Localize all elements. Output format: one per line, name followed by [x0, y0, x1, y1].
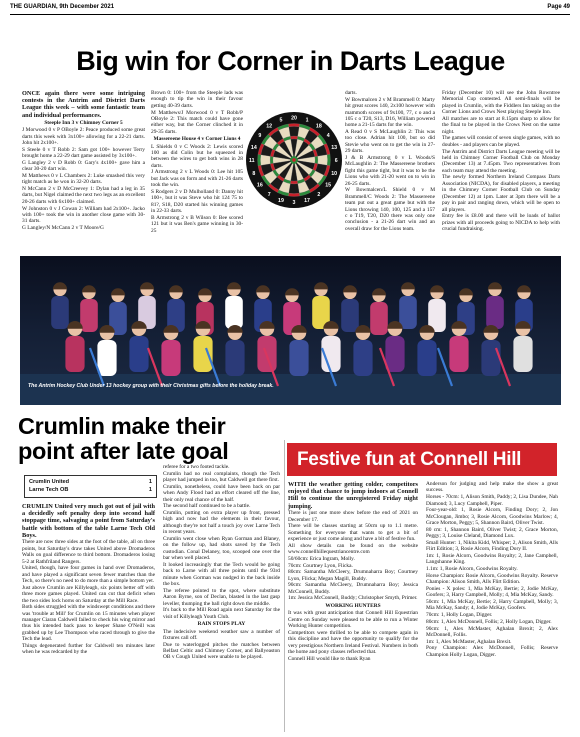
paragraph: J Armstrong 2 v L Woods 0: Lee hit 105 but Jack was on form and with 21-26 darts took the win.: [151, 169, 243, 189]
child-figure: [353, 340, 372, 376]
child-figure: [370, 302, 388, 335]
dartboard-number: 3: [292, 200, 296, 207]
score-row-away: [29, 486, 152, 494]
child-figure: [161, 340, 180, 376]
paragraph: 50/60cm: Erica Ingram, Molly.: [288, 555, 355, 562]
dartboard-segment: [290, 136, 298, 139]
child-figure: [385, 336, 404, 372]
paragraph: G Langley 2 v D Robb 0: Gary's 4x100+ gave him a clear 30-20 dart win.: [22, 159, 145, 173]
paragraph: B Armstrong 2 v B Wilson 0: Bee scored 121 but it was Ben's game winning in 30-25: [151, 214, 243, 234]
paragraph: Small Hunter: 1, Nikita Kidd, Whisper; 2, Alison Smith, Alls Flirt Edition; 3, Rosie Alcorn, Finding Dory II.: [426, 539, 558, 553]
dartboard-number: 6: [334, 157, 338, 164]
paragraph: darts.: [345, 90, 357, 96]
dartboard-segment: [318, 155, 328, 166]
child-figure: [399, 296, 417, 329]
dartboard-number: 15: [325, 182, 332, 189]
paragraph: 1.1m: 1, Rosie Alcorn, Goodwins Royalty.: [426, 566, 518, 573]
paragraph: Brown 0: 100+ from the Steeple lads was enough to tip the win in their favour getting 40-39 darts.: [151, 90, 243, 109]
paragraph: The Antrim and District Darts League meeting will be held in Chimney Corner Football Club on Monday (December 13) at 7.45pm. Two representatives from each team may attend the meeting.: [442, 148, 560, 174]
paragraph: Things degenerated further for Caldwell ten minutes later when he was redcarded by the: [22, 643, 155, 656]
darts-column-3: [345, 90, 435, 250]
paragraph: Crumlin, nonetheless, could have been back on par when Andy Flood had an effort cleared off the line, their only real chance of the half.: [163, 483, 280, 503]
paragraph: 90cm: 1, Alex McMaster, Aghalan Brexit; 2, Alex McDonnell, Follis.: [426, 625, 558, 638]
dartboard: [246, 112, 342, 208]
header-rule: [10, 14, 570, 15]
page-number: Page 49: [547, 4, 570, 10]
paper-name: THE GUARDIAN, 9th December 2021: [10, 4, 115, 10]
dartboard-segment: [288, 124, 299, 127]
paragraph: 80cm: Samantha McCleery, Drumnaharra Boy; Courtney Lyon, Flicka; Megan Magill, Buddy.: [288, 569, 418, 582]
dartboard-number: 10: [331, 170, 338, 177]
paragraph: The indecisive weekend weather saw a number of fixtures call off.: [163, 628, 280, 641]
away-team: Larne Tech OB: [29, 487, 69, 493]
festive-headline: Festive fun at Connell Hill: [287, 443, 557, 476]
paragraph: 50cm: 1, Mia McKay, Bertie; 2, Harry Campbell, Molly; 3, Mia McKay, Sandy; 4, Jodie McKay, Goofers.: [426, 598, 558, 612]
paragraph: referee for a two footed tackle.: [163, 464, 230, 470]
paragraph: Four-year-old: 1, Rosie Alcorn, Finding Dory; 2, Jon McClougan, Jimbo; 3, Rosie Alcorn, Goodwins Marlow; 4, Grace Morton, Peggy; 5, Shannon Baird, Oliver Twist.: [426, 507, 558, 527]
paragraph: Ponies - X poles: 1, Mia McKay, Bertie; 2, Jodie McKay, Goofers; 3, Harry Campbell, Molly; 4, Mia McKay, Sandy.: [426, 585, 558, 599]
paragraph: 1m: 1, Rosie Alcorn, Goodwins Royalty; 2, Jane Campbell, Langshanne King.: [426, 552, 558, 566]
child-figure: [225, 340, 244, 376]
paragraph: W Bowmalcen 2 v M Brammell 0: Marty hit great scores 140, 2x100 however with mammoth scores of 9x100, 77, c o and a 105 c o T20, S13, D16, William powered home a 21-15 darts for the win.: [345, 96, 435, 129]
hockey-headline: Crumlin make their point after late goal: [18, 413, 229, 464]
dartboard-number: 4: [326, 133, 330, 140]
dartboard-number: 9: [258, 133, 262, 140]
dartboard-segment: [290, 181, 298, 184]
dartboard-number: 19: [278, 198, 284, 205]
festive-column-1: [288, 481, 418, 733]
paragraph: W Bowmalcen/L Shield 0 v M Brammell/C Woods 2: The Massereene team put out a great game but with the Lions throwing 140, 100, 125 and a 157 c o T19, T20, D20 there was only one conclusion - a 21-26 dart win and an overall draw for the Lions team.: [345, 187, 435, 232]
child-figure: [80, 299, 98, 332]
home-score: 1: [148, 479, 152, 485]
dartboard-number: 11: [248, 157, 255, 164]
dartboard-number: 7: [267, 192, 271, 199]
paragraph: CRUMLIN United very much got out of jail with a decidedly soft penalty deep into second half stoppage time, salvaging a point from Saturday's battle with bottom of the table Larne Tech Old Boys.: [22, 503, 155, 539]
dartboard-number: 14: [250, 144, 257, 151]
dartboard-segment: [258, 154, 261, 165]
festive-column-2: [426, 481, 558, 733]
paragraph: A Read 0 v S McLaughlin 2: This was too close. Adrian hit 100, but so did Stevie who went on to get the win in 27-29 darts.: [345, 129, 435, 155]
child-figure: [417, 340, 436, 376]
paragraph: 70cm: 1, Holly Logan, Digger.: [426, 612, 493, 619]
dartboard-number: 5: [279, 117, 283, 124]
child-figure: [65, 336, 84, 372]
paragraph: Entry fee is £8.00 and there will be loads of ballot prizes with all proceeds going to NICDA to help with crucial fundraising.: [442, 213, 560, 233]
child-figure: [193, 336, 212, 372]
child-figure: [129, 336, 148, 372]
paragraph: There will be classes starting at 50cm up to 1.1 metre. Something for everyone that wants to get a bit of experience or just come along and have a bit of festive fun.: [288, 523, 418, 543]
dartboard-segment: [260, 155, 270, 166]
paragraph: There is just one more show before the end of 2021 on December 17.: [288, 510, 418, 523]
child-figure: [97, 340, 116, 376]
child-figure: [486, 296, 504, 329]
paragraph: S Steele 0 v T Robb 2: Sam got 100+ however Terry brought home a 22-29 dart game assisted by 3x100+.: [22, 146, 145, 160]
dartboard-number: 18: [315, 123, 322, 130]
dartboard-number: 12: [266, 123, 273, 130]
paragraph: Crumlin had no real complaints, though the Tech player had jumped in too, but Caldwell got there first.: [163, 470, 280, 484]
paragraph: 80cm: 1, Alex McDonnell, Follis; 2, Holly Logan, Digger.: [426, 618, 552, 625]
paragraph: Just above Crumlin are Killyleagh, six points better off with three more games played. United can cut that deficit when the two sides lock horns on Saturday at the Mill Race.: [22, 584, 155, 604]
dartboard-number: 20: [291, 115, 297, 122]
paragraph: Both sides struggled with the windswept conditions and there was 'trouble at Mill' for Crumlin on 15 minutes when player manager Ciaran Caldwell failed to check his wing mirror and thus his intended back pass to keeper Shane O'Neill was grabbed up by Lee Thompson who raced through to give the Tech the lead.: [22, 604, 155, 643]
dartboard-segment: [315, 156, 318, 164]
darts-column-4: [442, 90, 560, 250]
paragraph: All show details can be found on the website www.connellhillequestriancentre.com: [288, 542, 418, 556]
paragraph: WITH the weather getting colder, competitors enjoyed that chance to jump indoors at Connell Hill to continue the unregistered Friday night jumping.: [288, 481, 418, 510]
paragraph: 80 cm: 1, Shannon Baird, Oliver Twist; 2, Grace Morton, Peggy; 3, Louise Cleland, Diamond Lux.: [426, 526, 558, 540]
paragraph: M Matthews/J Morwood 0 v T Robb/P OBoyle 2: This match could have gone either way, but the Corner clinched it in 29-35 darts.: [151, 109, 243, 135]
paragraph: WORKING HUNTERS: [325, 602, 381, 609]
paragraph: United, though, have four games in hand over Dromaderos, and have played a significant seven fewer matches than the Tech, so there's no need to do more than a simple bottom yet.: [22, 565, 155, 585]
paragraph: It's back to the Mill Road again next Saturday for the visit of Killyleagh Youth Club.: [163, 607, 280, 620]
child-figure: [481, 340, 500, 376]
dartboard-number: 16: [256, 182, 263, 189]
paragraph: G Langley/N McCann 2 v T Moore/G: [22, 225, 104, 232]
paragraph: There are now three sides at the foot of the table, all on three points, but Saturday's draw takes United above Dromaderos Walls on goal difference to third bottom. Dromaderos losing 5-2 at Rathfriland Rangers.: [22, 539, 155, 565]
dartboard-number: 1: [305, 117, 309, 124]
child-figure: [289, 340, 308, 376]
column-divider: [284, 440, 285, 732]
paragraph: Competitors were thrilled to be able to compete again in this discipline and have the opportunity to qualify for the very prestigious Northern Ireland Festival. Numbers in both the home and pony classes reflected that.: [288, 629, 418, 656]
paragraph: Steeple Inn 3 v Chimney Corner 5: [44, 119, 123, 126]
child-figure: [449, 336, 468, 372]
paragraph: S Rodgers 2 v D Mulholland 0: Danny hit 100+, but it was Steve who hit 124 75 to 81?, S18, D20 started his winning games in 22-33 darts.: [151, 188, 243, 215]
paragraph: ONCE again there were some intriguing contests in the Antrim and District Darts League this week – with some fantastic team and individual performances.: [22, 90, 145, 119]
darts-headline: Big win for Corner in Darts League: [76, 46, 505, 76]
paragraph: Horse Champion: Rosie Alcorn, Goodwins Royalty. Reserve Champion: Alison Smith, Alls Flirt Edition.: [426, 572, 558, 586]
score-box: [24, 475, 157, 498]
paragraph: J & B Armstrong 0 v L Woods/S McLaughlin 2: The Massereene brothers fight this game tight, but it was to be the Lions who with 21-20 went on to win in 26-25 darts.: [345, 154, 435, 187]
paragraph: W Johnston 0 v J Cowan 2: William had 2x100+. Jacko with 100+ took the win in another close game with 30-31 darts.: [22, 205, 145, 225]
dartboard-segment: [270, 156, 273, 164]
darts-column-2: [151, 90, 243, 250]
paragraph: J Morwood 0 v P OBoyle 2: Peace produced some great darts this week with 3x100+ allowing for a 22-21 darts. John hit 2x100+.: [22, 127, 145, 147]
score-row-home: [29, 478, 152, 486]
hockey-column-2: [163, 464, 280, 734]
paragraph: All matches are to start at 8.15pm sharp to allow for the final to be played in the Crows Nest on the same night.: [442, 115, 560, 135]
paragraph: 70cm: Courtney Lyon, Flicka.: [288, 562, 353, 569]
photo-caption: The Antrim Hockey Club Under 13 hockey group with their Christmas gifts before the holiday break.: [28, 383, 274, 389]
child-figure: [51, 296, 69, 329]
hockey-column-1: [22, 503, 155, 733]
paragraph: Friday (December 10) will see the John Rowntree Memorial Cup contested. All semi-finals will be played in Crumlin, with the Fiddlers Inn taking on the Corner Lions and Crows Nest playing Steeple Inn.: [442, 90, 560, 116]
paragraph: Pony Champion: Alex McDonnell, Follis; Reserve Champion Holly Logan, Digger.: [426, 645, 558, 658]
paragraph: Massereene House 4 v Corner Lions 4: [153, 136, 241, 143]
dartboard-image: [246, 112, 342, 208]
paragraph: Anderson for judging and help make the show a great success.: [426, 481, 558, 494]
paragraph: It looked increasingly that the Tech would be going back to Larne with all three points until the 93rd minute when Gorman was nudged in the back inside the box.: [163, 561, 280, 588]
paragraph: Crumlin, putting on extra player up front, pressed high and now had the elements in their favour, although they're not half a touch joy over Larne Tech in recent years.: [163, 510, 280, 536]
dartboard-number: 17: [304, 198, 310, 205]
dartboard-number: 2: [317, 192, 321, 199]
paragraph: M Matthews 0 v L Chambers 2: Luke smashed this very tight match as he won in 32-20 darts.: [22, 172, 145, 186]
dartboard-number: 13: [331, 144, 338, 151]
child-figure: [225, 296, 243, 329]
away-score: 1: [148, 487, 152, 493]
darts-column-1: [22, 90, 145, 250]
dartboard-number: 8: [252, 170, 256, 177]
paragraph: The second half continued to be a battle.: [163, 503, 251, 510]
paragraph: 1m: 1, Alex McMaster, Aghalan Brexit.: [426, 638, 512, 645]
paragraph: The newly formed Northern Ireland Compass Darts Association (NICDA), for disabled players, a meeting in the Chimney Corner Football Club on Sunday (December 12) at 1pm. Later at 3pm there will be a pay in pair and ranging down, which will be open to all players.: [442, 174, 560, 213]
paragraph: Horses - 70cm: 1, Alison Smith, Paddy; 2, Lisa Dundee, Nah Diamond; 3, Lucy Campbell, Piper.: [426, 494, 558, 507]
paragraph: RAIN STOPS PLAY: [197, 621, 246, 628]
home-team: Crumlin United: [29, 479, 70, 485]
paragraph: N McCann 2 v D McCreevey 1: Dylan had a leg in 35 darts, but Nigel claimed the next two legs as an excellent 20-26 darts with 6x100+ claimed.: [22, 186, 145, 205]
paragraph: It was with great anticipation that Connell Hill Equestrian Centre on Sunday were pleased to be able to run a Winter Working Hunter competition.: [288, 610, 418, 630]
paragraph: Due to waterlogged pitches the matches between Belfast Celtic and Chimney Corner, and Ballyeaston OB v Cough United were unable to be played.: [163, 641, 280, 661]
dartboard-segment: [289, 184, 300, 194]
paragraph: Connell Hill would like to thank Ryan: [288, 655, 371, 662]
dartboard-segment: [288, 193, 299, 196]
dartboard-segment: [327, 154, 330, 165]
dartboard-segment: [289, 126, 300, 136]
paragraph: The games will consist of seven single games, with no doubles - and players can be played.: [442, 135, 560, 148]
child-figure: [341, 299, 359, 332]
paragraph: The referee pointed to the spot, where substitute Aaron Byrne, son of Declan, blasted in the last gasp leveller, thumping the ball right down the middle.: [163, 587, 280, 607]
child-figure: [513, 336, 532, 372]
paragraph: L Shields 0 v C Woods 2: Lewis scored 100 as did Colin but he squeezed in between the wires to get both wins in 28 darts.: [151, 143, 243, 169]
paragraph: 1m: Jessica McConnell, Buddy; Christopher Smyth, Primer.: [288, 595, 418, 602]
paragraph: 90cm: Samantha McCleery, Drumnaharra Boy; Jessica McConnell, Buddy.: [288, 582, 418, 595]
paragraph: Crumlin went close when Ryan Gorman and Blaney, on the follow up, had shots saved by the Tech custodian. Conal Delaney, too, scooped one over the bar when well placed.: [163, 535, 280, 562]
